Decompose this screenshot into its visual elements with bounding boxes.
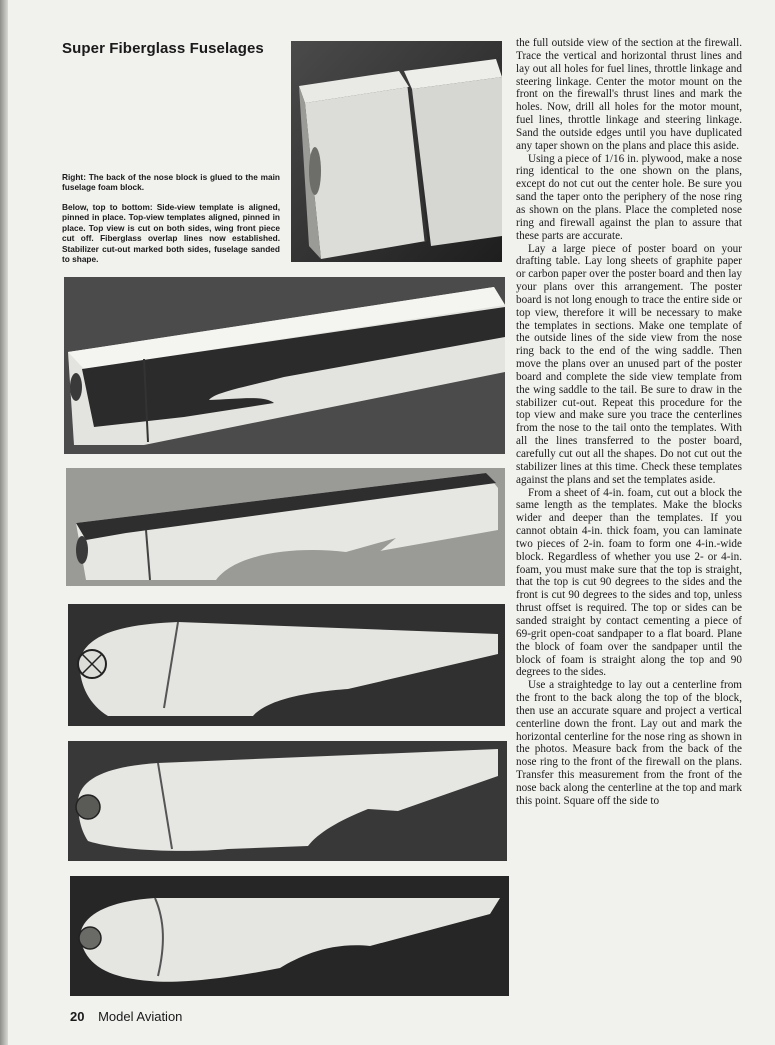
photo-nose-block xyxy=(291,41,502,262)
publication-name: Model Aviation xyxy=(98,1009,183,1024)
body-paragraph: Lay a large piece of poster board on your drafting table. Lay long sheets of graphite paper or carbon paper over the poster board and then lay your plans over this arrangement. The poster board is not long enough to trace the entire side or top view, therefore it will be necessary to make the templates in sections. Make one template of the outside lines of the side view from the nose ring back to the end of the wing saddle. Then move the plans over an unused part of the poster board and complete the side view template from the wing saddle to the tail. Be sure to draw in the stabilizer cut-out. Repeat this procedure for the top view and make sure you trace the centerlines from the nose to the tail onto the templates. With all the lines transferred to the poster board, carefully cut out all the shapes. Do not cut out the stabilizer lines at this time. Check these templates against the plans and set the templates aside. xyxy=(516,242,742,486)
body-paragraph: Using a piece of 1/16 in. plywood, make a nose ring identical to the one shown on the plans, except do not cut out the center hole. Be sure you sand the taper onto the periphery of the nose ring as shown on the plans. Place the completed nose ring and firewall against the plan to assure that these parts are accurate. xyxy=(516,152,742,242)
body-paragraph: From a sheet of 4-in. foam, cut out a block the same length as the templates. Make the blocks wider and deeper than the templates. If you cannot obtain 4-in. thick foam, you can laminate two pieces of 2-in. foam to form one 4-in.-wide block. Regardless of whether you use 2- or 4-in. foam, you must make sure that the top is straight, that the top is cut 90 degrees to the sides and the front is cut 90 degrees to the sides and top, unless thrust offset is required. The top or sides can be sanded straight by contact cementing a piece of 69-grit open-coat sandpaper to a flat board. Plane the block of foam over the sandpaper until the block of foam is straight along the top and 90 degrees to the sides. xyxy=(516,486,742,679)
photo-sanded-fuselage xyxy=(70,876,509,996)
body-paragraph: the full outside view of the section at the firewall. Trace the vertical and horizontal thrust lines and lay out all holes for fuel lines, throttle linkage and steering linkage. Center the motor mount on the front on the firewall's thrust lines and mark the holes. Now, drill all holes for the motor mount, fuel lines, throttle linkage and steering linkage. Sand the outside edges until you have duplicated any taper shown on the plans and place this aside. xyxy=(516,37,742,152)
page-footer xyxy=(70,1009,182,1024)
photo-side-template xyxy=(64,277,505,454)
photo-overlap-lines xyxy=(68,741,507,861)
photo-cut-shape xyxy=(68,604,505,726)
caption-below: Below, top to bottom: Side-view template is aligned, pinned in place. Top-view templates aligned, pinned in place. Top view is cut on both sides, wing front piece cut off. Fiberglass overlap lines now established. Stabilizer cut-out marked both sides, fuselage sanded to shape. xyxy=(62,202,280,265)
body-paragraph: Use a straightedge to lay out a centerline from the front to the back along the top of the block, then use an accurate square and project a vertical centerline down the front. Lay out and mark the horizontal centerline for the nose ring as shown in the photos. Measure back from the back of the nose ring to the front of the firewall on the plans. Transfer this measurement from the front of the nose back along the centerline at the top and mark this point. Square off the side to xyxy=(516,679,742,807)
page-edge-shadow xyxy=(0,0,8,1045)
page-number: 20 xyxy=(70,1009,85,1024)
caption-right: Right: The back of the nose block is glued to the main fuselage foam block. xyxy=(62,172,280,193)
photo-top-template xyxy=(66,468,505,586)
article-body xyxy=(516,37,742,808)
article-title: Super Fiberglass Fuselages xyxy=(62,40,264,57)
